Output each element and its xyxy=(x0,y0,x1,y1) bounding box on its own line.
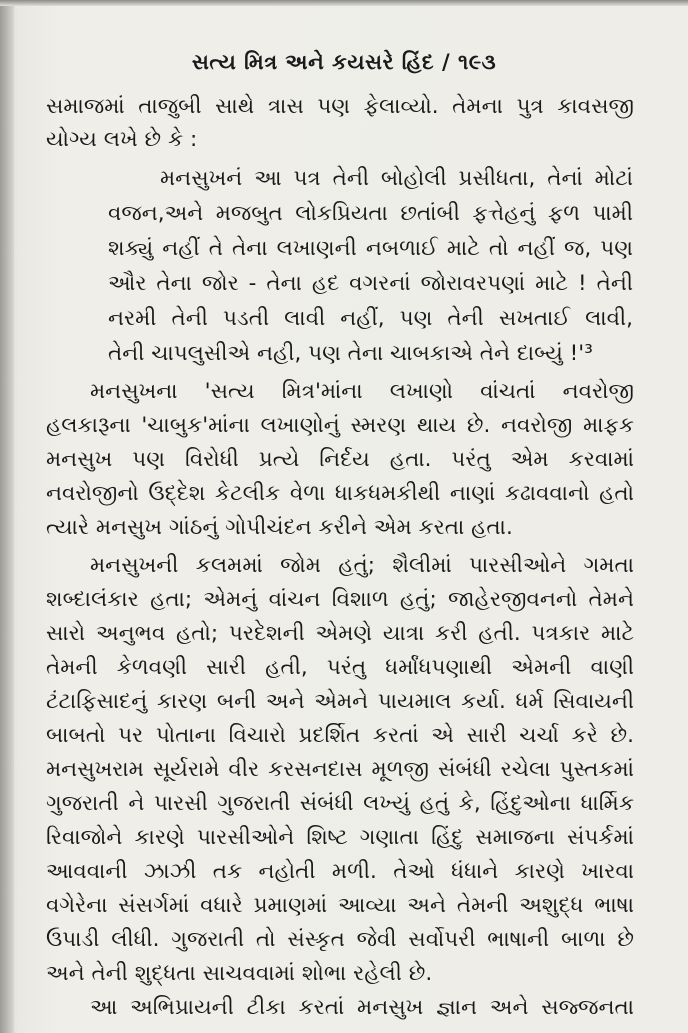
body-line: યોગ્ય લખે છે કે : xyxy=(46,127,198,152)
body-line: આવવાની ઝાઝી તક નહોતી મળી. તેઓ ધંધાને કારણે ખારવા xyxy=(46,859,634,884)
page-top-edge xyxy=(0,0,688,6)
body-line: ઉપાડી લીધી. ગુજરાતી તો સંસ્કૃત જેવી સર્વોપરી ભાષાની બાળા છે xyxy=(46,927,634,952)
body-line: શબ્દાલંકાર હતા; એમનું વાંચન વિશાળ હતું; જાહેરજીવનનો તેમને xyxy=(46,587,634,612)
quote-line: તેની ચાપલુસીએ નહી, પણ તેના ચાબકાએ તેને દાબ્યું !'³ xyxy=(108,341,593,366)
body-line: મનસુખની કલમમાં જોમ હતું; શૈલીમાં પારસીઓને ગમતા xyxy=(90,553,634,578)
body-line: ત્યારે મનસુખ ગાંઠનું ગોપીચંદન કરીને એમ કરતા હતા. xyxy=(46,515,513,540)
body-line: મનસુખરામ સૂર્યરામે વીર કરસનદાસ મૂળજી સંબંધી રચેલા પુસ્તકમાં xyxy=(46,757,634,782)
body-line: મનસુખ પણ વિરોધી પ્રત્યે નિર્દય હતા. પરંતુ એમ કરવામાં xyxy=(46,447,634,472)
quote-line: મનસુખનં આ પત્ર તેની બોહોલી પ્રસીધતા, તેનાં મોટાં xyxy=(160,166,633,191)
body-line: મનસુખના 'સત્ય મિત્ર'માંના લખાણો વાંચતાં નવરોજી xyxy=(90,379,634,404)
body-line: સારો અનુભવ હતો; પરદેશની એમણે યાત્રા કરી હતી. પત્રકાર માટે xyxy=(46,621,634,646)
body-line: બાબતો પર પોતાના વિચારો પ્રદર્શિત કરતાં એ સારી ચર્ચા કરે છે. xyxy=(46,723,634,748)
body-line: આ અભિપ્રાયની ટીકા કરતાં મનસુખ જ્ઞાન અને સજ્જનતા xyxy=(90,995,634,1020)
body-line: ગુજરાતી ને પારસી ગુજરાતી સંબંધી લખ્યું હતું કે, હિંદુઓના ધાર્મિક xyxy=(46,791,634,816)
body-line: નવરોજીનો ઉદ્દેશ કેટલીક વેળા ધાકધમકીથી નાણાં કઢાવવાનો હતો xyxy=(46,481,634,506)
binding-shadow xyxy=(0,0,14,1033)
body-line: ટંટાફિસાદનું કારણ બની અને એમને પાયમાલ કર્યા. ધર્મ સિવાયની xyxy=(46,689,634,714)
body-line: તેમની કેળવણી સારી હતી, પરંતુ ધર્માંધપણાથી એમની વાણી xyxy=(46,655,634,680)
body-line: અને તેની શુદ્ધતા સાચવવામાં શોભા રહેલી છે. xyxy=(46,961,433,986)
quote-line: શક્યું નહીં તે તેના લખાણની નબળાઈ માટે તો નહીં જ, પણ xyxy=(108,236,633,261)
body-line: વગેરેના સંસર્ગમાં વધારે પ્રમાણમાં આવ્યા અને તેમની અશુદ્ધ ભાષા xyxy=(46,893,634,918)
body-line: રિવાજોને કારણે પારસીઓને શિષ્ટ ગણાતા હિંદુ સમાજના સંપર્કમાં xyxy=(46,825,634,850)
quote-line: ઔર તેના જોર - તેના હદ વગરનાં જોરાવરપણાં માટે ! તેની xyxy=(108,271,633,296)
quote-line: વજન,અને મજબુત લોકપ્રિયતા છતાંબી ફત્તેહનું ફળ પામી xyxy=(108,201,633,226)
running-header: સત્ય મિત્ર અને કયસરે હિંદ / ૧૯૩ xyxy=(191,50,497,74)
body-line: હલકારૂના 'ચાબુક'માંના લખાણોનું સ્મરણ થાય છે. નવરોજી માફક xyxy=(46,413,634,438)
body-line: સમાજમાં તાજુબી સાથે ત્રાસ પણ ફેલાવ્યો. તેમના પુત્ર કાવસજી xyxy=(46,94,634,119)
quote-line: નરમી તેની પડતી લાવી નહીં, પણ તેની સખતાઈ લાવી, xyxy=(108,306,633,331)
